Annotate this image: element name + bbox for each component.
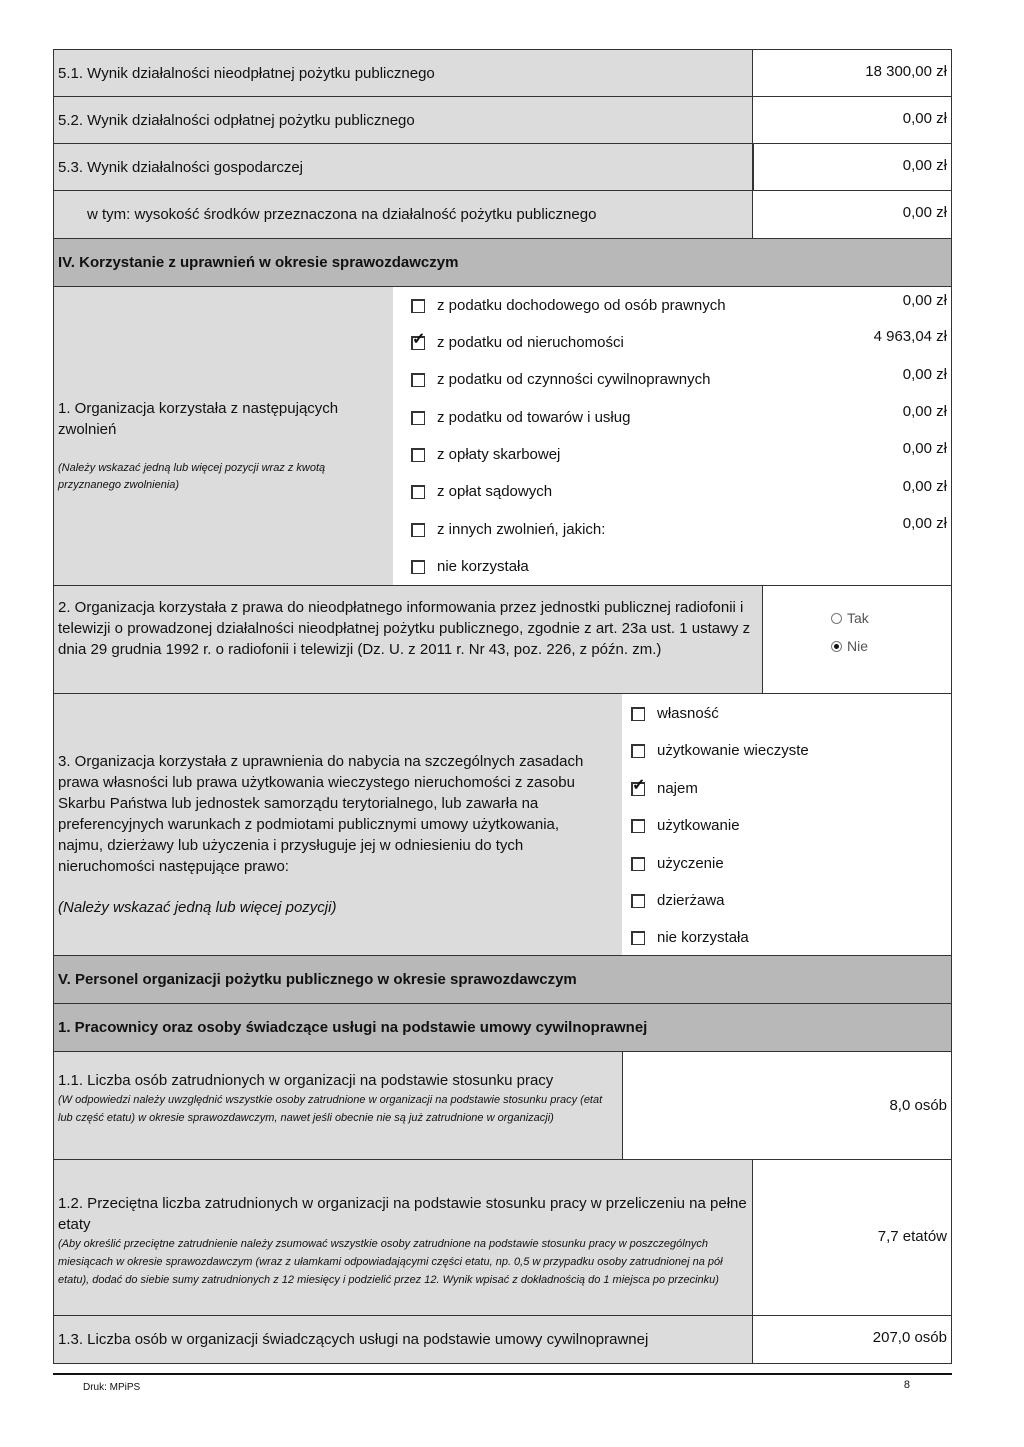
option-label: nie korzystała (437, 558, 529, 575)
radio-button[interactable] (831, 641, 842, 652)
checkbox[interactable] (411, 373, 425, 387)
q1-option[interactable] (411, 446, 560, 463)
checkbox[interactable] (631, 744, 645, 758)
row-value: 0,00 zł (752, 97, 951, 143)
q1-option[interactable] (411, 330, 624, 351)
radio-tak[interactable] (831, 610, 869, 626)
option-label: z podatku od czynności cywilnoprawnych (437, 371, 711, 388)
q1-amount: 4 963,04 zł (873, 328, 947, 345)
checkbox[interactable] (631, 819, 645, 833)
q1-amount: 0,00 zł (902, 515, 947, 532)
r12-value: 7,7 etatów (752, 1160, 951, 1315)
q3-option[interactable] (631, 742, 809, 759)
row-5-3 (53, 144, 952, 191)
row-1-1 (53, 1052, 952, 1160)
q3-option[interactable] (631, 929, 749, 946)
row-value: 18 300,00 zł (752, 50, 951, 96)
r11-label: 1.1. Liczba osób zatrudnionych w organizacji na podstawie stosunku pracy (58, 1072, 554, 1089)
radio-label: Nie (847, 638, 869, 654)
row-value: 0,00 zł (752, 144, 951, 190)
subsection-title: 1. Pracownicy oraz osoby świadczące usługi na podstawie umowy cywilnoprawnej (58, 1019, 648, 1036)
q1-label: 1. Organizacja korzystała z następujących zwolnień (58, 400, 339, 438)
q1-amount: 0,00 zł (902, 366, 947, 383)
checkbox[interactable] (631, 931, 645, 945)
row-label: 5.2. Wynik działalności odpłatnej pożytku publicznego (54, 97, 752, 143)
checkbox[interactable] (631, 857, 645, 871)
radio-button[interactable] (831, 613, 842, 624)
option-label: użytkowanie wieczyste (657, 742, 809, 759)
row-label: w tym: wysokość środków przeznaczona na działalność pożytku publicznego (54, 191, 752, 238)
r13-label: 1.3. Liczba osób w organizacji świadczących usługi na podstawie umowy cywilnoprawnej (54, 1316, 752, 1363)
r12-label: 1.2. Przeciętna liczba zatrudnionych w organizacji na podstawie stosunku pracy w przeliczeniu na pełne etaty (58, 1195, 747, 1233)
row-5-2 (53, 97, 952, 144)
option-label: użytkowanie (657, 817, 740, 834)
q3-option[interactable] (631, 817, 740, 834)
section-v-header (53, 956, 952, 1004)
section-iv-header (53, 239, 952, 287)
option-label: dzierżawa (657, 892, 725, 909)
q3-note: (Należy wskazać jedną lub więcej pozycji) (58, 899, 337, 916)
q1-option[interactable] (411, 558, 529, 575)
row-label: 5.1. Wynik działalności nieodpłatnej pożytku publicznego (54, 50, 752, 96)
r11-note: (W odpowiedzi należy uwzględnić wszystkie osoby zatrudnione w organizacji na podstawie stosunku pracy (etat lub część etatu) w okresie sprawozdawczym, nawet jeśli obecnie nie są już zatrudnione w organizacji) (58, 1094, 603, 1124)
checkbox[interactable] (411, 485, 425, 499)
section-v-sub1 (53, 1004, 952, 1052)
option-label: z podatku dochodowego od osób prawnych (437, 297, 726, 314)
row-5-3-sub (53, 191, 952, 239)
page-number: 8 (903, 1379, 910, 1391)
option-label: z opłaty skarbowej (437, 446, 561, 463)
option-label: z podatku od towarów i usług (437, 409, 631, 426)
option-label: własność (657, 705, 719, 722)
section-title: V. Personel organizacji pożytku publicznego w okresie sprawozdawczym (58, 971, 577, 988)
q1-amount: 0,00 zł (902, 478, 947, 495)
q1-option[interactable] (411, 409, 630, 426)
q3-option[interactable] (631, 892, 725, 909)
checkbox[interactable] (411, 523, 425, 537)
r11-label-cell (54, 1052, 622, 1159)
section-iv-q3 (53, 694, 952, 956)
q3-option[interactable] (631, 855, 724, 872)
checkbox[interactable] (631, 894, 645, 908)
q2-answer-cell (762, 586, 951, 693)
q3-label: 3. Organizacja korzystała z uprawnienia do nabycia na szczególnych zasadach prawa własności lub prawa użytkowania wieczystego nieruchomości z zasobu Skarbu Państwa lub jednostek samorządu terytorialnego, lub zawarła na preferencyjnych warunkach z podmiotami publicznymi umowy użytkowania, najmu, dzierżawy lub użyczenia i przysługuje jej w odniesieniu do tych nieruchomości następujące prawo: (58, 753, 584, 875)
checkbox[interactable] (411, 411, 425, 425)
option-label: użyczenie (657, 855, 724, 872)
row-5-1 (53, 49, 952, 97)
option-label: najem (657, 780, 698, 797)
q3-option[interactable] (631, 776, 698, 797)
page-footer (53, 1373, 952, 1393)
option-label: z innych zwolnień, jakich: (437, 521, 606, 538)
checkbox[interactable] (411, 299, 425, 313)
radio-label: Tak (847, 610, 869, 626)
q1-label-cell (54, 287, 393, 585)
print-label: Druk: MPiPS (83, 1382, 141, 1393)
row-value: 0,00 zł (752, 191, 951, 238)
q1-amount: 0,00 zł (902, 292, 947, 309)
q1-option[interactable] (411, 521, 605, 538)
checkbox[interactable] (631, 707, 645, 721)
row-1-3 (53, 1316, 952, 1364)
q1-amount: 0,00 zł (902, 440, 947, 457)
q3-option[interactable] (631, 705, 719, 722)
section-iv-q1 (53, 287, 952, 586)
checkbox[interactable]: ✓ (412, 330, 426, 348)
q1-amount: 0,00 zł (902, 403, 947, 420)
r12-note: (Aby określić przeciętne zatrudnienie należy zsumować wszystkie osoby zatrudnione na podstawie stosunku pracy w poszczególnych miesiącach w okresie sprawozdawczym (wraz z ułamkami odpowiadającymi części etatu, np. 0,5 w przypadku osoby zatrudnionej na pół etatu), dodać do siebie sumy zatrudnionych z 12 miesięcy i podzielić przez 12. Wynik wpisać z dokładnością do 1 miejsca po przecinku) (58, 1238, 723, 1286)
q1-option[interactable] (411, 297, 726, 314)
checkbox[interactable]: ✓ (632, 776, 646, 794)
row-label: 5.3. Wynik działalności gospodarczej (54, 144, 752, 190)
option-label: nie korzystała (657, 929, 749, 946)
radio-nie[interactable] (831, 638, 868, 654)
section-title: IV. Korzystanie z uprawnień w okresie sprawozdawczym (58, 254, 459, 271)
option-label: z opłat sądowych (437, 483, 553, 500)
row-1-2 (53, 1160, 952, 1316)
r12-label-cell (54, 1160, 752, 1315)
q2-label: 2. Organizacja korzystała z prawa do nieodpłatnego informowania przez jednostki publicznej radiofonii i telewizji o prowadzonej działalności nieodpłatnej pożytku publicznego, zgodnie z art. 23a ust. 1 ustawy z dnia 29 grudnia 1992 r. o radiofonii i telewizji (Dz. U. z 2011 r. Nr 43, poz. 226, z późn. zm.) (54, 586, 762, 693)
q1-note: (Należy wskazać jedną lub więcej pozycji wraz z kwotą przyznanego zwolnienia) (58, 462, 326, 491)
section-iv-q2 (53, 586, 952, 694)
q1-option[interactable] (411, 483, 552, 500)
r13-value: 207,0 osób (752, 1316, 951, 1363)
checkbox[interactable] (411, 448, 425, 462)
r11-value: 8,0 osób (622, 1052, 951, 1159)
option-label: z podatku od nieruchomości (437, 334, 624, 351)
checkbox[interactable] (411, 560, 425, 574)
q3-label-cell (54, 694, 622, 955)
q1-option[interactable] (411, 371, 710, 388)
form-page (53, 49, 952, 1364)
